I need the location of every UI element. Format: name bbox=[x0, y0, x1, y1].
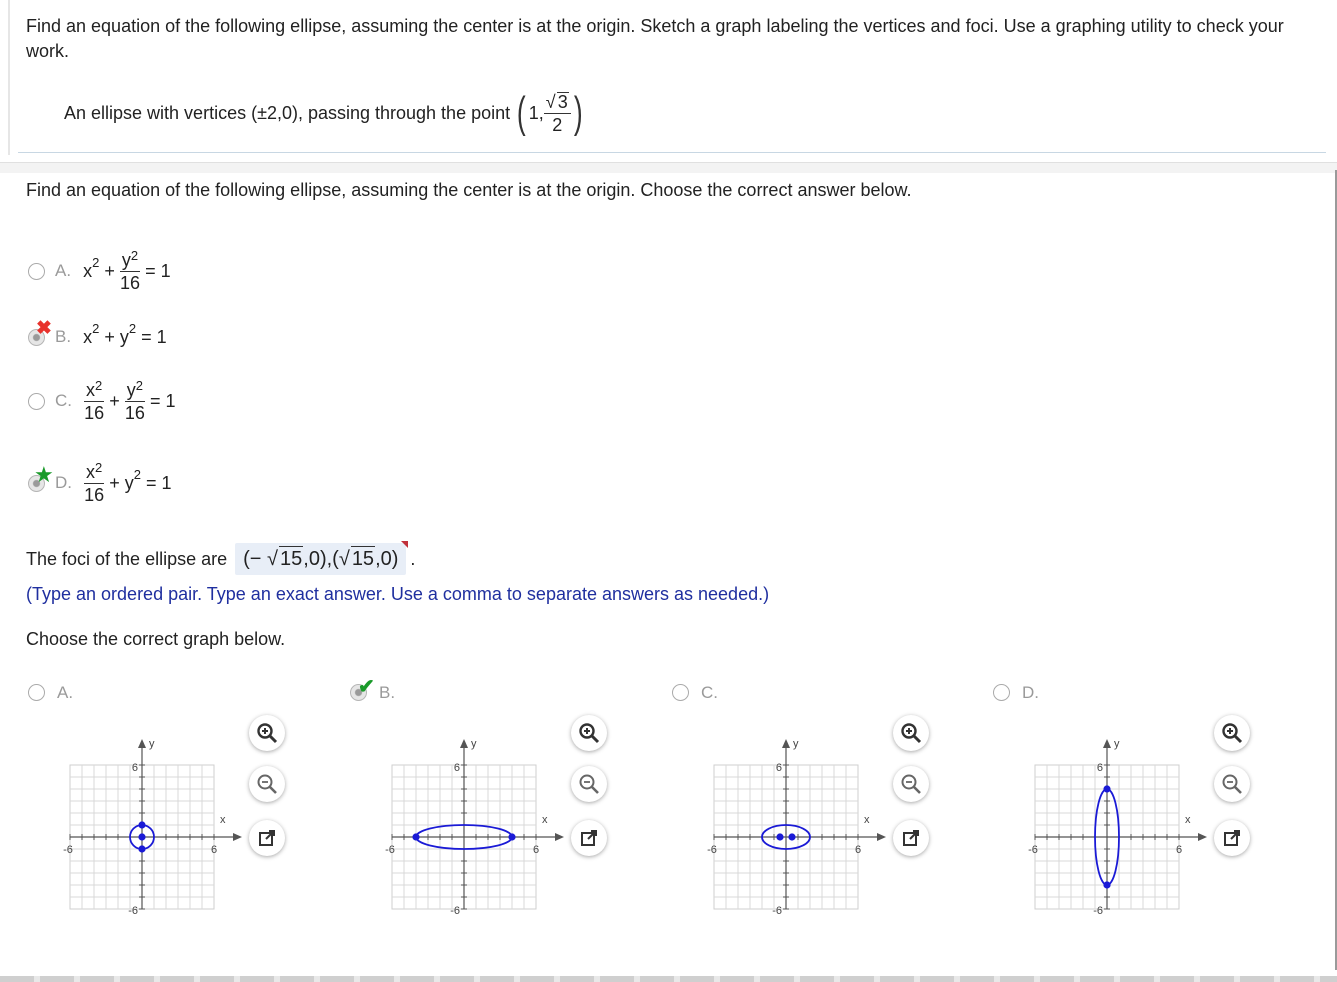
external-link-icon bbox=[901, 828, 921, 848]
x-axis-label: x bbox=[220, 814, 226, 826]
foci-label: The foci of the ellipse are bbox=[26, 548, 228, 569]
x-axis-arrow-icon bbox=[877, 833, 886, 841]
graph-option-b[interactable] bbox=[350, 676, 640, 917]
graph-c-point bbox=[776, 833, 783, 840]
graph-a-point bbox=[138, 833, 145, 840]
point-y-fraction: $\frac{√ 3}{2}$ bbox=[544, 92, 571, 134]
graph-option-d-letter: D. bbox=[1022, 683, 1039, 702]
x-min-tick-label: -6 bbox=[63, 844, 73, 856]
graph-b-point bbox=[412, 833, 419, 840]
zoom-in-button[interactable] bbox=[1214, 715, 1250, 751]
zoom-in-icon bbox=[1221, 722, 1243, 744]
zoom-out-button[interactable] bbox=[571, 766, 607, 802]
right-paren: ) bbox=[573, 88, 583, 137]
graph-d-point bbox=[1103, 881, 1110, 888]
popout-button[interactable] bbox=[249, 820, 285, 856]
zoom-out-button[interactable] bbox=[249, 766, 285, 802]
zoom-in-button[interactable] bbox=[893, 715, 929, 751]
problem-statement bbox=[64, 78, 585, 148]
graph-c-svg[interactable] bbox=[672, 710, 887, 925]
graph-c-point bbox=[788, 833, 795, 840]
foci-answer-input[interactable]: (− √ 15,0),(√ 15,0) bbox=[235, 543, 406, 575]
foci-period: . bbox=[410, 548, 416, 569]
option-b-equation: x 2 + y 2 = 1 bbox=[83, 320, 167, 347]
zoom-out-button[interactable] bbox=[1214, 766, 1250, 802]
bottom-scroll-band bbox=[0, 976, 1337, 982]
graph-prompt: Choose the correct graph below. bbox=[26, 629, 286, 649]
external-link-icon bbox=[579, 828, 599, 848]
zoom-in-button[interactable] bbox=[571, 715, 607, 751]
option-b[interactable] bbox=[28, 318, 167, 352]
x-axis-arrow-icon bbox=[233, 833, 242, 841]
question-divider bbox=[18, 152, 1326, 153]
external-link-icon bbox=[1222, 828, 1242, 848]
y-max-tick-label: 6 bbox=[453, 762, 460, 774]
left-paren: ( bbox=[517, 88, 526, 137]
zoom-out-button[interactable] bbox=[893, 766, 929, 802]
x-axis-arrow-icon bbox=[1198, 833, 1207, 841]
x-max-tick-label: 6 bbox=[854, 844, 862, 856]
zoom-out-icon bbox=[900, 773, 922, 795]
graph-option-a[interactable] bbox=[28, 680, 318, 917]
y-min-tick-label: -6 bbox=[1093, 905, 1103, 917]
y-axis-label: y bbox=[793, 738, 799, 750]
y-axis-arrow-icon bbox=[1103, 739, 1111, 748]
option-c-equation: $\frac{x^2}{16}$ + $\frac{y^2}{16}$ = 1 bbox=[84, 377, 176, 423]
zoom-in-icon bbox=[578, 722, 600, 744]
y-axis-arrow-icon bbox=[138, 739, 146, 748]
x-min-tick-label: -6 bbox=[1028, 844, 1038, 856]
x-min-tick-label: -6 bbox=[385, 844, 395, 856]
option-d[interactable] bbox=[28, 450, 172, 516]
option-d-equation: $\frac{x^2}{16}$ + y 2 = 1 bbox=[84, 459, 172, 505]
y-min-tick-label: -6 bbox=[450, 905, 460, 917]
point-x: 1, bbox=[528, 102, 544, 123]
option-a-letter: A. bbox=[55, 261, 72, 280]
option-c-letter: C. bbox=[55, 391, 72, 410]
y-axis-label: y bbox=[471, 738, 477, 750]
foci-row bbox=[26, 540, 415, 578]
correct-check-icon: ✔ bbox=[358, 676, 375, 698]
graph-b-point bbox=[508, 833, 515, 840]
option-a-radio[interactable] bbox=[28, 263, 45, 280]
section-band bbox=[0, 162, 1337, 173]
answer-flag-icon bbox=[401, 541, 408, 548]
external-link-icon bbox=[257, 828, 277, 848]
graph-option-c-radio[interactable] bbox=[672, 684, 689, 701]
y-min-tick-label: -6 bbox=[772, 905, 782, 917]
option-d-letter: D. bbox=[55, 473, 72, 492]
question-instructions: Find an equation of the following ellipse, assuming the center is at the origin. Sketch a graph labeling the vertices and foci. Use a graphing utility to check your work. bbox=[26, 16, 1284, 61]
problem-prefix: An ellipse with vertices (±2,0), passing through the point bbox=[64, 102, 511, 123]
zoom-in-icon bbox=[900, 722, 922, 744]
y-max-tick-label: 6 bbox=[1096, 762, 1103, 774]
graph-a-point bbox=[138, 821, 145, 828]
option-b-letter: B. bbox=[55, 327, 72, 346]
graph-d-svg[interactable] bbox=[993, 710, 1208, 925]
popout-button[interactable] bbox=[571, 820, 607, 856]
option-a-equation: x 2 + $\frac{y^2}{16}$ = 1 bbox=[83, 247, 171, 293]
graph-d-point bbox=[1103, 785, 1110, 792]
popout-button[interactable] bbox=[1214, 820, 1250, 856]
zoom-in-icon bbox=[256, 722, 278, 744]
x-max-tick-label: 6 bbox=[532, 844, 540, 856]
x-axis-label: x bbox=[864, 814, 870, 826]
option-c[interactable] bbox=[28, 368, 176, 434]
x-min-tick-label: -6 bbox=[707, 844, 717, 856]
foci-hint: (Type an ordered pair. Type an exact answer. Use a comma to separate answers as needed.) bbox=[26, 584, 770, 604]
zoom-out-icon bbox=[578, 773, 600, 795]
graph-option-d-radio[interactable] bbox=[993, 684, 1010, 701]
y-axis-label: y bbox=[1114, 738, 1120, 750]
graph-b-svg[interactable] bbox=[350, 710, 565, 925]
zoom-out-icon bbox=[256, 773, 278, 795]
zoom-out-icon bbox=[1221, 773, 1243, 795]
graph-a-point bbox=[138, 845, 145, 852]
x-max-tick-label: 6 bbox=[1175, 844, 1183, 856]
popout-button[interactable] bbox=[893, 820, 929, 856]
correct-star-icon: ★ bbox=[34, 462, 54, 487]
option-a[interactable] bbox=[28, 236, 171, 306]
y-max-tick-label: 6 bbox=[131, 762, 138, 774]
y-axis-arrow-icon bbox=[460, 739, 468, 748]
y-axis-arrow-icon bbox=[782, 739, 790, 748]
graph-option-c-letter: C. bbox=[701, 683, 718, 702]
graph-a-svg[interactable] bbox=[28, 710, 243, 925]
x-max-tick-label: 6 bbox=[210, 844, 218, 856]
graph-option-a-radio[interactable] bbox=[28, 684, 45, 701]
y-axis-label: y bbox=[149, 738, 155, 750]
part1-prompt: Find an equation of the following ellipse, assuming the center is at the origin. Choose the correct answer below. bbox=[26, 180, 912, 200]
graph-option-c[interactable] bbox=[672, 680, 962, 917]
x-axis-label: x bbox=[1185, 814, 1191, 826]
y-min-tick-label: -6 bbox=[128, 905, 138, 917]
x-axis-arrow-icon bbox=[555, 833, 564, 841]
wrong-mark-icon: ✖ bbox=[36, 318, 52, 339]
x-axis-label: x bbox=[542, 814, 548, 826]
zoom-in-button[interactable] bbox=[249, 715, 285, 751]
graph-option-b-letter: B. bbox=[379, 683, 396, 702]
graph-option-d[interactable] bbox=[993, 680, 1283, 917]
y-max-tick-label: 6 bbox=[775, 762, 782, 774]
graph-option-a-letter: A. bbox=[57, 683, 74, 702]
option-c-radio[interactable] bbox=[28, 393, 45, 410]
